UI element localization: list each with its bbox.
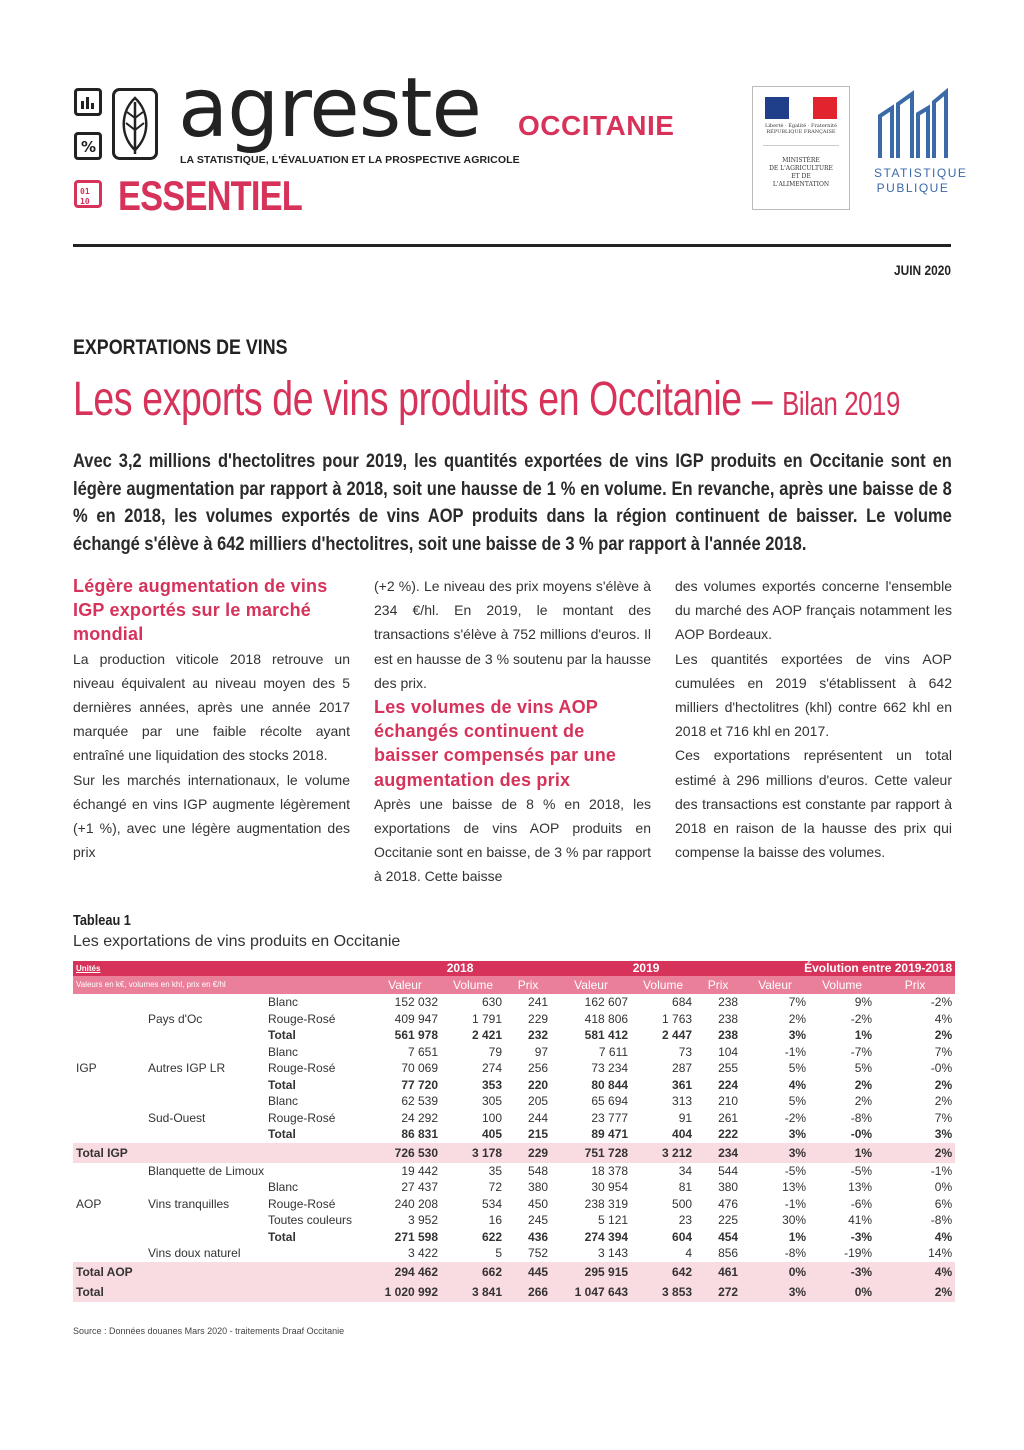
table-cell: 14% — [928, 1246, 953, 1260]
table-cell: 450 — [528, 1196, 549, 1211]
paragraph: La production viticole 2018 retrouve un niveau équivalent au niveau moyen des 5 dernières années, après une année 2017 marquée par une faible récolte ayant entraîné une liquidation des stocks 2018. — [73, 650, 350, 764]
table-cell: 13% — [782, 1180, 807, 1194]
table-cell: 752 — [528, 1246, 549, 1260]
article-title-sub: Bilan 2019 — [782, 385, 900, 422]
row-category — [73, 1163, 145, 1180]
column-header: Volume — [631, 976, 695, 994]
brand-name: agreste — [178, 61, 481, 156]
table-cell: -2% — [850, 1011, 873, 1026]
table-cell: -3% — [809, 1262, 875, 1282]
table-cell: 295 915 — [551, 1262, 631, 1282]
table-cell: 461 — [695, 1262, 741, 1282]
svg-text:%: % — [81, 138, 97, 156]
table-cell: 205 — [528, 1094, 549, 1108]
table-cell: 287 — [672, 1061, 693, 1075]
table-cell: 16 — [488, 1213, 503, 1227]
table-cell: -6% — [850, 1196, 873, 1211]
table-cell: -5% — [850, 1163, 873, 1178]
column-header: Volume — [441, 976, 505, 994]
table-cell: 476 — [718, 1196, 739, 1211]
table-cell: 73 234 — [591, 1061, 629, 1075]
table-cell: 7% — [788, 995, 807, 1009]
row-type: Rouge-Rosé — [268, 1196, 336, 1211]
table-cell: 229 — [505, 1143, 551, 1163]
table-cell: 272 — [695, 1282, 741, 1302]
table-cell: -3% — [850, 1229, 873, 1244]
exports-table — [73, 961, 955, 1302]
total-label: Total AOP — [73, 1262, 369, 1282]
table-cell: 642 — [631, 1262, 695, 1282]
building-bars-icon — [874, 86, 952, 162]
table-cell: 1% — [788, 1229, 807, 1244]
row-subcategory: Pays d'Oc — [148, 1011, 203, 1026]
table-cell: 9% — [854, 995, 873, 1009]
table-cell: 73 — [678, 1044, 693, 1059]
statistique-publique-text — [874, 166, 968, 196]
table-cell: 3% — [741, 1143, 809, 1163]
row-type: Blanc — [268, 1044, 299, 1059]
table-cell: 2% — [788, 1011, 807, 1026]
bar-chart-icon — [74, 88, 102, 116]
row-category — [73, 1229, 145, 1246]
table-cell: 238 — [718, 995, 739, 1009]
table-cell: 2% — [934, 1028, 953, 1042]
table-cell: 72 — [488, 1180, 503, 1194]
table-cell: 561 978 — [394, 1028, 439, 1042]
row-subcategory: Sud-Ouest — [148, 1110, 206, 1125]
row-category — [73, 1212, 145, 1229]
table-row — [73, 1245, 955, 1262]
table-row — [73, 1093, 955, 1110]
table-cell: 23 777 — [591, 1110, 629, 1125]
table-cell: 1% — [854, 1028, 873, 1042]
table-cell: 1 020 992 — [369, 1282, 441, 1302]
table-cell: -2% — [784, 1110, 807, 1125]
row-type: Rouge-Rosé — [268, 1061, 336, 1075]
table-cell: 3 841 — [441, 1282, 505, 1302]
table-cell: 1 791 — [472, 1011, 503, 1026]
table-cell: 2% — [854, 1077, 873, 1092]
stat-label-2: PUBLIQUE — [876, 181, 950, 195]
table-cell: 238 319 — [584, 1196, 629, 1211]
table-cell: 3 422 — [408, 1246, 439, 1260]
table-cell: 4% — [875, 1262, 955, 1282]
table-cell: 3% — [741, 1282, 809, 1302]
paragraph: Ces exportations représentent un total estimé à 296 millions d'euros. Cette valeur des transactions est constante par rapport à 2018 en raison de la hausse des prix qui compense la baisse des volumes. — [675, 747, 952, 861]
table-cell: 4 — [685, 1246, 693, 1260]
table-cell: 81 — [678, 1180, 693, 1194]
table-total-row — [73, 1282, 955, 1302]
column-group-header: Évolution entre 2019-2018 — [741, 961, 955, 976]
table-cell: 404 — [672, 1127, 693, 1141]
table-cell: 684 — [672, 995, 693, 1009]
table-cell: 255 — [718, 1061, 739, 1075]
paragraph: Sur les marchés internationaux, le volume échangé en vins IGP augmente légèrement (+1 %), avec une légère augmentation des prix — [73, 771, 350, 861]
table-cell: -8% — [930, 1213, 953, 1227]
article-title — [73, 372, 900, 427]
paragraph: Après une baisse de 8 % en 2018, les exportations de vins AOP produits en Occitanie sont en baisse, de 3 % par rapport à 2018. Cette baisse — [374, 795, 651, 885]
row-type: Blanc — [268, 995, 299, 1009]
row-category — [73, 1027, 145, 1044]
table-cell: 35 — [488, 1163, 503, 1178]
column-header: Valeur — [741, 976, 809, 994]
total-label: Total IGP — [73, 1143, 369, 1163]
table-cell: 23 — [678, 1213, 693, 1227]
table-cell: -8% — [850, 1110, 873, 1125]
row-type: Blanc — [268, 1180, 299, 1194]
table-cell: 445 — [505, 1262, 551, 1282]
table-cell: 622 — [482, 1229, 503, 1244]
table-row — [73, 1011, 955, 1028]
table-cell: 2% — [875, 1143, 955, 1163]
table-row — [73, 1077, 955, 1094]
table-cell: 70 069 — [401, 1061, 439, 1075]
table-cell: 7% — [934, 1110, 953, 1125]
table-cell: 294 462 — [369, 1262, 441, 1282]
row-category — [73, 1093, 145, 1110]
table-cell: 544 — [718, 1163, 739, 1178]
units-description: Valeurs en k€, volumes en khl, prix en €/hl — [73, 976, 369, 994]
table-source: Source : Données douanes Mars 2020 - traitements Draaf Occitanie — [73, 1326, 345, 1336]
svg-text:01: 01 — [80, 187, 90, 196]
table-cell: 229 — [528, 1011, 549, 1026]
column-header: Volume — [809, 976, 875, 994]
row-subcategory — [145, 1212, 265, 1229]
ministry-name: MINISTÈRE DE L'AGRICULTURE ET DE L'ALIMENTATION — [769, 157, 833, 188]
table-cell: 5 121 — [598, 1213, 629, 1227]
total-label: Total — [73, 1282, 369, 1302]
table-cell: 726 530 — [369, 1143, 441, 1163]
column-header: Prix — [505, 976, 551, 994]
percent-icon — [74, 132, 102, 160]
table-cell: 7 651 — [408, 1044, 439, 1059]
row-subcategory: Blanquette de Limoux — [148, 1163, 265, 1178]
table-cell: -8% — [784, 1246, 807, 1260]
table-row — [73, 1060, 955, 1077]
row-subcategory — [145, 1027, 265, 1044]
table-cell: 305 — [482, 1094, 503, 1108]
table-cell: 234 — [695, 1143, 741, 1163]
table-row — [73, 1212, 955, 1229]
table-row — [73, 1126, 955, 1143]
table-cell: 751 728 — [551, 1143, 631, 1163]
table-cell: 97 — [534, 1044, 549, 1059]
table-cell: 152 032 — [394, 995, 439, 1009]
table-cell: 5% — [788, 1094, 807, 1108]
table-cell: 353 — [482, 1077, 503, 1092]
row-type: Total — [268, 1229, 296, 1244]
column-1 — [73, 574, 350, 864]
row-subcategory — [145, 1077, 265, 1094]
table-cell: 222 — [718, 1127, 739, 1141]
publication-date: JUIN 2020 — [894, 262, 951, 278]
table-cell: 18 378 — [591, 1163, 629, 1178]
table-header-row — [73, 961, 955, 976]
table-caption: Les exportations de vins produits en Occitanie — [73, 933, 401, 950]
table-cell: 240 208 — [394, 1196, 439, 1211]
row-category — [73, 1077, 145, 1094]
table-cell: -1% — [784, 1196, 807, 1211]
table-cell: 266 — [505, 1282, 551, 1302]
table-cell: -2% — [930, 995, 953, 1009]
table-row — [73, 1027, 955, 1044]
row-category — [73, 1110, 145, 1127]
ministry-logo — [752, 86, 850, 210]
table-cell: 3 853 — [631, 1282, 695, 1302]
table-cell: 256 — [528, 1061, 549, 1075]
table-cell: 380 — [528, 1180, 549, 1194]
table-cell: 856 — [718, 1246, 739, 1260]
row-type: Blanc — [268, 1094, 299, 1108]
table-cell: 245 — [528, 1213, 549, 1227]
paragraph: (+2 %). Le niveau des prix moyens s'élève à 234 €/hl. En 2019, le montant des transactions s'élève à 752 millions d'euros. Il est en hausse de 3 % soutenu par la hausse des prix. — [374, 578, 651, 691]
row-category — [73, 1126, 145, 1143]
statistique-publique-logo — [874, 86, 968, 210]
table-cell: -0% — [850, 1127, 873, 1141]
region-label: OCCITANIE — [518, 110, 675, 141]
table-cell: 604 — [672, 1229, 693, 1244]
row-type: Total — [268, 1127, 296, 1141]
table-cell: 380 — [718, 1180, 739, 1194]
section-heading-igp: Légère augmentation de vins IGP exportés sur le marché mondial — [73, 576, 328, 645]
table-cell: 3 212 — [631, 1143, 695, 1163]
table-cell: 100 — [482, 1110, 503, 1125]
table-cell: 4% — [788, 1077, 807, 1092]
row-category — [73, 994, 145, 1011]
row-subcategory — [145, 1093, 265, 1110]
table-row — [73, 1163, 955, 1180]
row-type: Rouge-Rosé — [268, 1110, 336, 1125]
brand-tagline: LA STATISTIQUE, L'ÉVALUATION ET LA PROSPECTIVE AGRICOLE — [180, 154, 520, 166]
table-label: Tableau 1 — [73, 912, 131, 929]
table-cell: 30 954 — [591, 1180, 629, 1194]
table-total-row — [73, 1143, 955, 1163]
table-cell: 662 — [441, 1262, 505, 1282]
svg-text:10: 10 — [80, 197, 90, 206]
table-cell: 225 — [718, 1213, 739, 1227]
table-cell: 1% — [809, 1143, 875, 1163]
table-cell: 2% — [934, 1077, 953, 1092]
table-cell: 241 — [528, 995, 549, 1009]
series-name: ESSENTIEL — [118, 172, 303, 219]
header-rule — [73, 244, 951, 247]
table-total-row — [73, 1262, 955, 1282]
table-cell: 86 831 — [401, 1127, 439, 1141]
table-cell: 7 611 — [598, 1044, 629, 1059]
row-type — [265, 1163, 369, 1180]
table-cell: 548 — [528, 1163, 549, 1178]
article-kicker: EXPORTATIONS DE VINS — [73, 336, 288, 359]
table-row — [73, 1110, 955, 1127]
table-row — [73, 1044, 955, 1061]
row-subcategory — [145, 1229, 265, 1246]
table-cell: 0% — [934, 1180, 953, 1194]
table-cell: 6% — [934, 1196, 953, 1211]
table-cell: 7% — [934, 1044, 953, 1059]
row-category — [73, 1179, 145, 1196]
table-cell: 2 447 — [662, 1028, 693, 1042]
binary-icon — [74, 180, 102, 208]
leaf-icon — [112, 88, 158, 160]
table-cell: 409 947 — [394, 1011, 439, 1026]
table-cell: 274 — [482, 1061, 503, 1075]
table-cell: 361 — [672, 1077, 693, 1092]
table-cell: 2% — [854, 1094, 873, 1108]
table-cell: 3% — [788, 1127, 807, 1141]
table-cell: 3 178 — [441, 1143, 505, 1163]
table-cell: 4% — [934, 1229, 953, 1244]
column-group-header: 2018 — [369, 961, 551, 976]
table-cell: 3 952 — [408, 1213, 439, 1227]
table-cell: 104 — [718, 1044, 739, 1059]
row-category — [73, 1245, 145, 1262]
table-cell: 91 — [678, 1110, 693, 1125]
table-cell: 244 — [528, 1110, 549, 1125]
table-row — [73, 1196, 955, 1213]
column-header: Valeur — [369, 976, 441, 994]
column-header: Prix — [695, 976, 741, 994]
table-cell: 3 143 — [598, 1246, 629, 1260]
row-category: IGP — [76, 1061, 97, 1075]
table-cell: 80 844 — [591, 1077, 629, 1092]
table-cell: 89 471 — [591, 1127, 629, 1141]
row-subcategory — [145, 1044, 265, 1061]
french-flag-icon — [765, 97, 837, 119]
table-cell: 27 437 — [401, 1180, 439, 1194]
table-cell: 24 292 — [401, 1110, 439, 1125]
column-2 — [374, 574, 651, 889]
row-category — [73, 1044, 145, 1061]
table-cell: 215 — [528, 1127, 549, 1141]
row-subcategory — [145, 1126, 265, 1143]
table-cell: 405 — [482, 1127, 503, 1141]
table-cell: 224 — [718, 1077, 739, 1092]
table-cell: 4% — [934, 1011, 953, 1026]
table-cell: 1 047 643 — [551, 1282, 631, 1302]
table-cell: 3% — [934, 1127, 953, 1141]
table-cell: 436 — [528, 1229, 549, 1244]
table-cell: 220 — [528, 1077, 549, 1092]
table-cell: 0% — [809, 1282, 875, 1302]
table-cell: 0% — [741, 1262, 809, 1282]
table-cell: -1% — [784, 1044, 807, 1059]
table-cell: 2 421 — [472, 1028, 503, 1042]
table-cell: 2% — [934, 1094, 953, 1108]
table-cell: 162 607 — [584, 995, 629, 1009]
column-header: Valeur — [551, 976, 631, 994]
table-cell: 581 412 — [584, 1028, 629, 1042]
row-type: Rouge-Rosé — [268, 1011, 336, 1026]
table-cell: 5% — [854, 1061, 873, 1075]
table-cell: -1% — [930, 1163, 953, 1178]
ministry-motto: Liberté · Égalité · Fraternité RÉPUBLIQUE FRANÇAISE — [765, 123, 837, 135]
table-cell: -0% — [930, 1061, 953, 1075]
row-subcategory — [145, 1179, 265, 1196]
table-cell: 500 — [672, 1196, 693, 1211]
table-cell: 5 — [495, 1246, 503, 1260]
table-cell: 62 539 — [401, 1094, 439, 1108]
table-cell: 313 — [672, 1094, 693, 1108]
article-title-main: Les exports de vins produits en Occitanie – — [73, 373, 783, 426]
table-cell: 238 — [718, 1011, 739, 1026]
table-row — [73, 1229, 955, 1246]
table-cell: 1 763 — [662, 1011, 693, 1026]
table-cell: 3% — [788, 1028, 807, 1042]
paragraph: des volumes exportés concerne l'ensemble du marché des AOP français notamment les AOP Bordeaux. — [675, 578, 952, 643]
table-cell: 30% — [782, 1213, 807, 1227]
paragraph: Les quantités exportées de vins AOP cumulées en 2019 s'établissent à 642 milliers d'hectolitres (khl) contre 662 khl en 2018 et 716 khl en 2017. — [675, 650, 952, 740]
table-cell: 232 — [528, 1028, 549, 1042]
section-heading-aop: Les volumes de vins AOP échangés continuent de baisser compensés par une augmentation des prix — [374, 697, 617, 790]
units-label: Unités — [73, 961, 369, 976]
table-cell: 5% — [788, 1061, 807, 1075]
table-cell: 65 694 — [591, 1094, 629, 1108]
row-type — [265, 1245, 369, 1262]
table-cell: 534 — [482, 1196, 503, 1211]
row-subcategory: Vins tranquilles — [148, 1196, 230, 1211]
column-group-header: 2019 — [551, 961, 741, 976]
table-cell: 454 — [718, 1229, 739, 1244]
table-cell: 2% — [875, 1282, 955, 1302]
table-cell: 34 — [678, 1163, 693, 1178]
table-cell: 13% — [848, 1180, 873, 1194]
table-cell: 210 — [718, 1094, 739, 1108]
table-cell: -7% — [850, 1044, 873, 1059]
table-cell: -19% — [844, 1246, 873, 1260]
table-row — [73, 994, 955, 1011]
table-cell: 271 598 — [394, 1229, 439, 1244]
table-cell: 41% — [848, 1213, 873, 1227]
table-row — [73, 1179, 955, 1196]
row-type: Total — [268, 1028, 296, 1042]
table-cell: 238 — [718, 1028, 739, 1042]
row-subcategory: Autres IGP LR — [148, 1061, 226, 1075]
ministry-divider — [763, 145, 839, 146]
table-cell: 274 394 — [584, 1229, 629, 1244]
row-category — [73, 1011, 145, 1028]
table-cell: 418 806 — [584, 1011, 629, 1026]
table-cell: 261 — [718, 1110, 739, 1125]
row-category: AOP — [76, 1196, 102, 1211]
table-cell: 19 442 — [401, 1163, 439, 1178]
table-cell: 77 720 — [401, 1077, 439, 1092]
column-3 — [675, 574, 952, 864]
column-header: Prix — [875, 976, 955, 994]
table-cell: 79 — [488, 1044, 503, 1059]
table-cell: 630 — [482, 995, 503, 1009]
article-lead: Avec 3,2 millions d'hectolitres pour 2019, les quantités exportées de vins IGP produits en Occitanie sont en légère augmentation par rapport à 2018, soit une hausse de 1 % en volume. En revanche, après une baisse de 8 % en 2018, les volumes exportés de vins AOP produits dans la région continuent de baisser. Le volume échangé s'élève à 642 milliers d'hectolitres, soit une baisse de 3 % par rapport à l'année 2018. — [73, 450, 952, 555]
table-header-row — [73, 976, 955, 994]
stat-label-1: STATISTIQUE — [874, 166, 968, 180]
row-type: Total — [268, 1077, 296, 1092]
row-subcategory — [145, 994, 265, 1011]
row-type: Toutes couleurs — [268, 1213, 353, 1227]
row-subcategory: Vins doux naturel — [148, 1246, 241, 1260]
table-cell: -5% — [784, 1163, 807, 1178]
